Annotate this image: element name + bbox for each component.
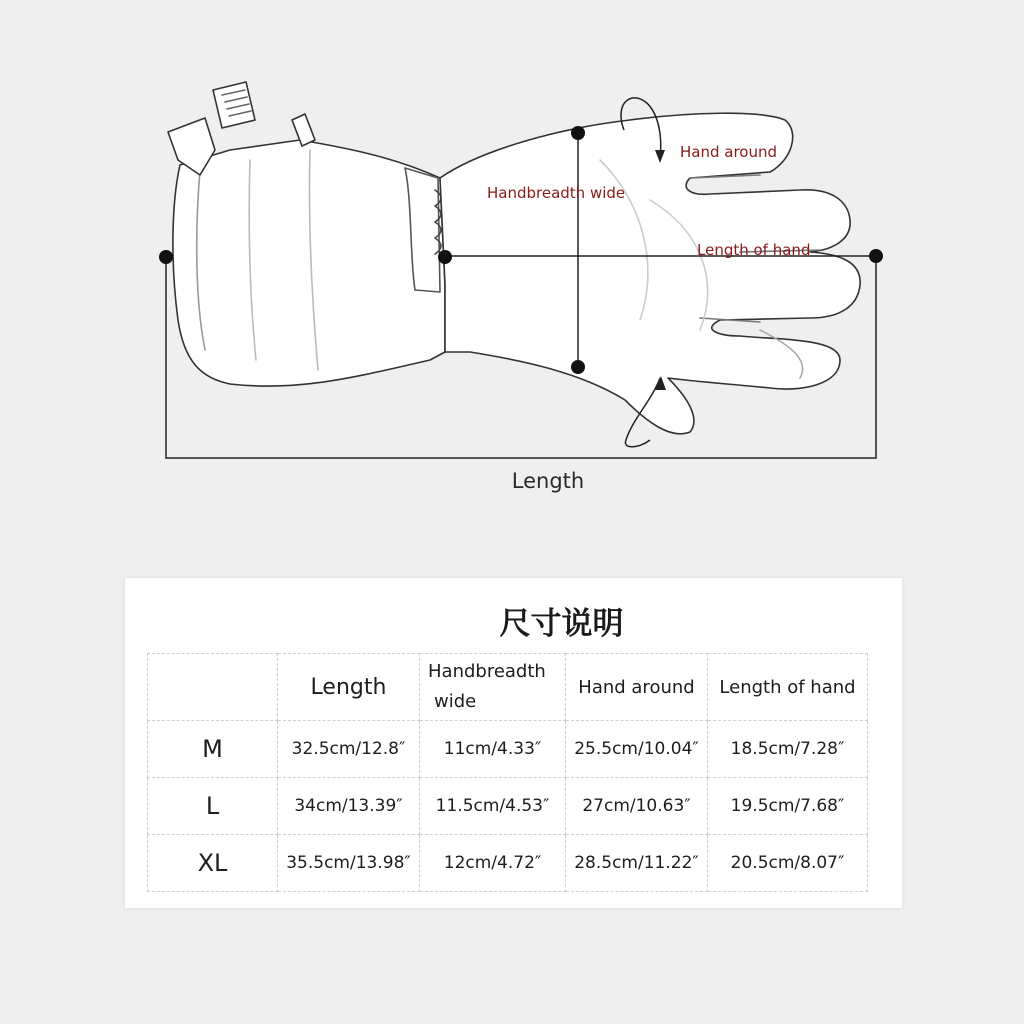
wide-cell: 11cm/4.33″ — [420, 721, 566, 778]
size-cell: M — [148, 721, 278, 778]
length-cell: 32.5cm/12.8″ — [278, 721, 420, 778]
length-of-hand-label: Length of hand — [697, 241, 811, 259]
header-empty — [148, 654, 278, 721]
around-cell: 27cm/10.63″ — [566, 778, 708, 835]
length-cell: 34cm/13.39″ — [278, 778, 420, 835]
table-row — [148, 721, 868, 778]
header-length: Length — [278, 654, 420, 721]
dot-wrist — [438, 250, 452, 264]
hand-length-cell: 20.5cm/8.07″ — [708, 835, 868, 892]
around-cell: 25.5cm/10.04″ — [566, 721, 708, 778]
table-header-row — [148, 654, 868, 721]
wide-cell: 11.5cm/4.53″ — [420, 778, 566, 835]
dot-top — [571, 126, 585, 140]
header-length-of-hand: Length of hand — [708, 654, 868, 721]
length-cell: 35.5cm/13.98″ — [278, 835, 420, 892]
dot-right — [869, 249, 883, 263]
size-chart-card — [125, 578, 902, 908]
header-handbreadth-wide-line: Handbreadth — [428, 661, 546, 682]
header-handbreadth-wide-line: wide — [434, 691, 477, 712]
header-hand-around: Hand around — [566, 654, 708, 721]
hand-length-cell: 18.5cm/7.28″ — [708, 721, 868, 778]
header-handbreadth-wide — [420, 654, 566, 721]
hand-around-label: Hand around — [680, 143, 778, 161]
length-label: Length — [511, 469, 585, 493]
around-cell: 28.5cm/11.22″ — [566, 835, 708, 892]
wide-cell: 12cm/4.72″ — [420, 835, 566, 892]
size-chart-title: 尺寸说明 — [499, 606, 624, 642]
table-row — [148, 778, 868, 835]
dot-left — [159, 250, 173, 264]
size-cell: L — [148, 778, 278, 835]
table-row — [148, 835, 868, 892]
handbreadth-wide-label: Handbreadth wide — [487, 184, 626, 202]
size-cell: XL — [148, 835, 278, 892]
size-table — [147, 653, 868, 892]
hand-length-cell: 19.5cm/7.68″ — [708, 778, 868, 835]
header-handbreadth-wide-text — [428, 657, 565, 717]
dot-bottom — [571, 360, 585, 374]
